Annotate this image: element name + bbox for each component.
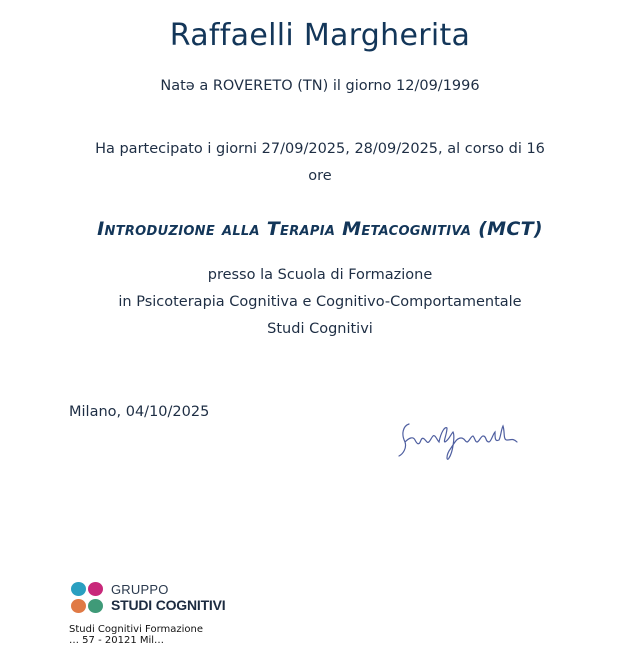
logo bbox=[71, 582, 226, 616]
place-and-date: Milano, 04/10/2025 bbox=[69, 404, 210, 420]
footer-line-1: Studi Cognitivi Formazione bbox=[69, 624, 204, 635]
school-line-1: presso la Scuola di Formazione bbox=[207, 267, 433, 283]
school-info bbox=[0, 262, 640, 343]
participation-line-2: ore bbox=[308, 168, 332, 184]
course-title: Introduzione alla Terapia Metacognitiva (MCT) bbox=[97, 218, 543, 240]
school-line-2: in Psicoterapia Cognitiva e Cognitivo-Comportamentale bbox=[118, 294, 522, 310]
birth-info: Natə a ROVERETO (TN) il giorno 12/09/1996 bbox=[160, 78, 480, 94]
logo-line-2: STUDI COGNITIVI bbox=[111, 597, 226, 613]
footer-line-2: … 57 - 20121 Mil… bbox=[69, 635, 165, 646]
logo-dots-icon bbox=[71, 582, 105, 616]
participation-text bbox=[0, 136, 640, 190]
school-line-3: Studi Cognitivi bbox=[267, 321, 373, 337]
participation-line-1: Ha partecipato i giorni 27/09/2025, 28/09/2025, al corso di 16 bbox=[95, 141, 545, 157]
signature bbox=[395, 412, 525, 464]
recipient-name: Raffaelli Margherita bbox=[169, 18, 471, 53]
logo-line-1: GRUPPO bbox=[111, 582, 169, 597]
signature-icon bbox=[395, 412, 525, 464]
